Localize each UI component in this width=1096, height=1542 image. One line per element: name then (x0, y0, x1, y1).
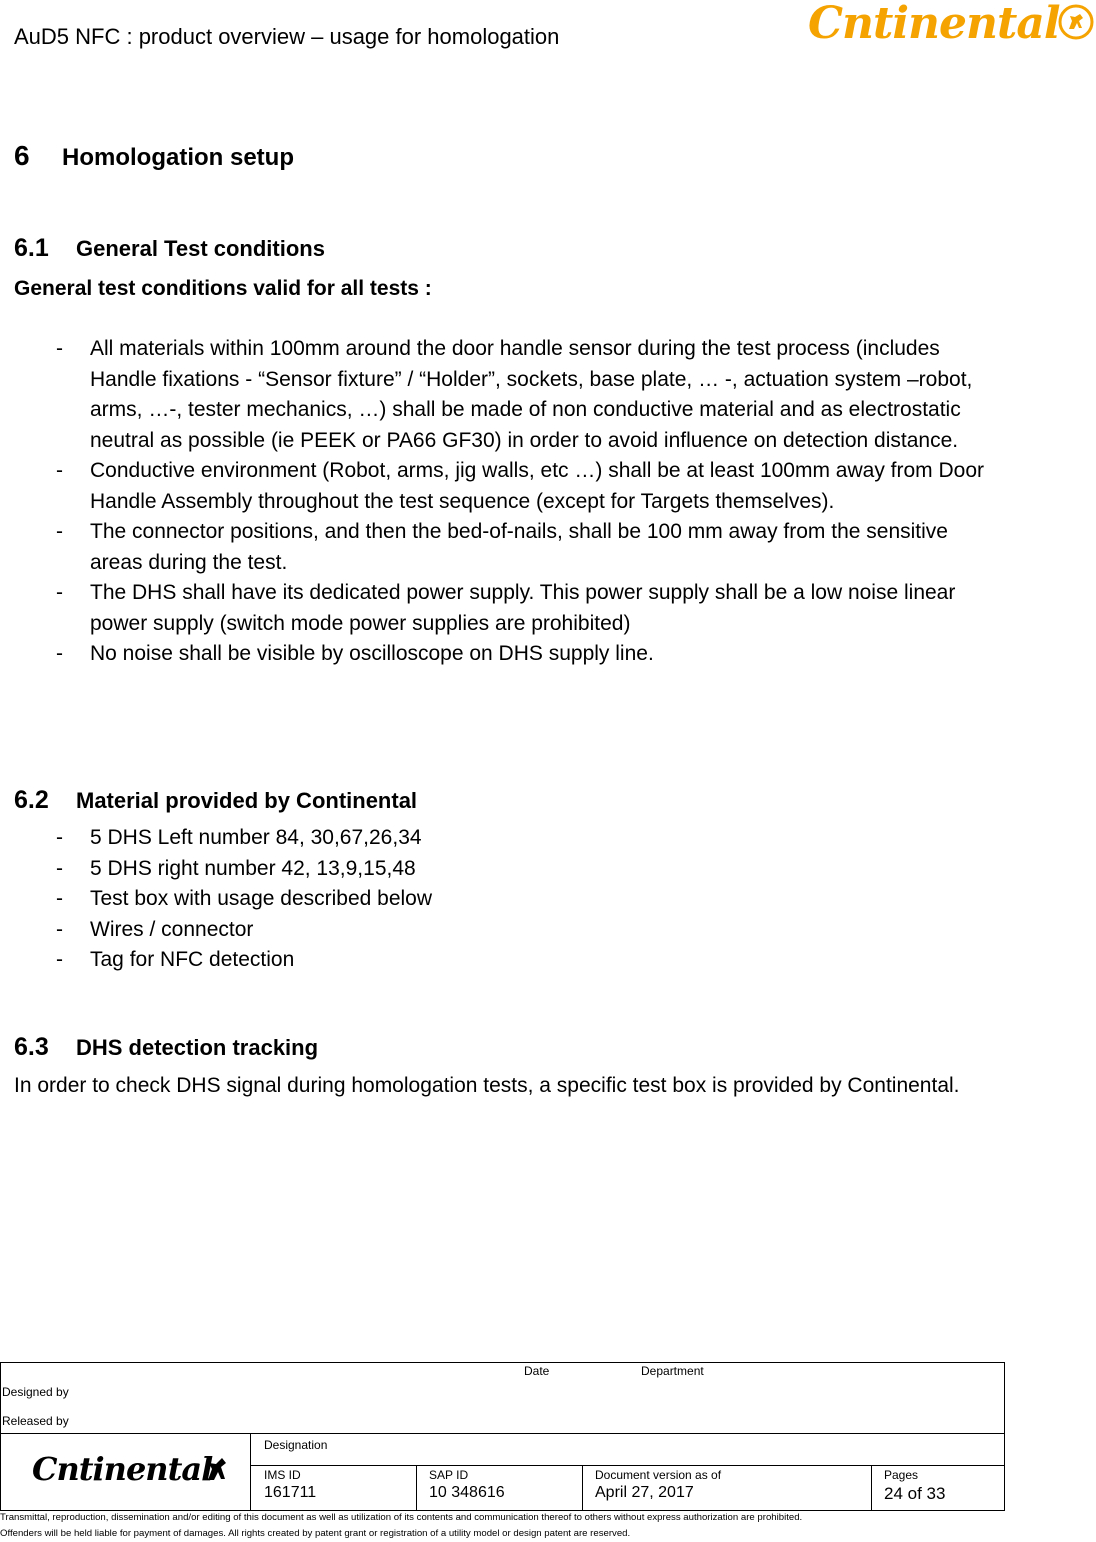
list-item: - No noise shall be visible by oscilloscope on DHS supply line. (56, 642, 654, 665)
document-version-value: April 27, 2017 (595, 1484, 694, 1501)
general-conditions-list (0, 334, 1000, 670)
sap-id-value: 10 348616 (429, 1484, 505, 1501)
sap-id-label: SAP ID (429, 1468, 469, 1482)
horse-emblem-icon (203, 1454, 233, 1484)
list-item: - 5 DHS right number 42, 13,9,15,48 (56, 856, 416, 880)
released-by-label: Released by (2, 1414, 69, 1428)
section-6-2-heading (14, 786, 417, 815)
designed-by-label: Designed by (2, 1385, 69, 1399)
legal-notice (0, 1510, 1096, 1542)
list-item: - Test box with usage described below (56, 887, 433, 910)
list-item: - Conductive environment (Robot, arms, jig walls, etc …) shall be at least 100mm away from Door Handle Assembly throughout the test sequence (except for Targets themselves). (56, 459, 985, 513)
ims-id-label: IMS ID (264, 1468, 301, 1482)
list-item: - Wires / connector (56, 917, 254, 941)
logo-initial: C (32, 1450, 57, 1488)
footer-divider (871, 1465, 872, 1511)
logo-initial: C (808, 0, 843, 49)
detection-tracking-paragraph: In order to check DHS signal during homologation tests, a specific test box is provided by Continental. (14, 1074, 960, 1097)
section-number: 6 (14, 140, 30, 171)
footer-continental-logo (32, 1450, 212, 1488)
list-item: - Tag for NFC detection (56, 948, 295, 971)
footer-divider (416, 1465, 417, 1511)
section-number: 6.1 (14, 234, 49, 262)
list-item: - The DHS shall have its dedicated power supply. This power supply shall be a low noise linear power supply (switch mode power supplies are prohibited) (56, 581, 956, 635)
list-item: - 5 DHS Left number 84, 30,67,26,34 (56, 826, 422, 849)
date-label: Date (524, 1364, 550, 1378)
section-6-3-heading (14, 1033, 318, 1062)
document-version-label: Document version as of (595, 1468, 722, 1482)
material-list (0, 823, 1000, 976)
list-item: - All materials within 100mm around the door handle sensor during the test process (includes Handle fixations - “Sensor fixture” / “Holder”, sockets, base plate, … -, actuation system –robot, arms, …-, tester mechanics, …) shall be made of non conductive material and as electrostatic neutral as possible (ie PEEK or PA66 GF30) in order to avoid influence on detection distance. (56, 337, 973, 452)
designation-label: Designation (264, 1438, 328, 1452)
footer-divider (250, 1465, 1005, 1466)
continental-logo (808, 0, 1060, 48)
section-6-1-heading (14, 234, 325, 263)
pages-value: 24 of 33 (884, 1484, 946, 1503)
horse-emblem-icon (1058, 4, 1094, 40)
section-title: Homologation setup (62, 144, 294, 171)
list-item: - The connector positions, and then the bed-of-nails, shall be 100 mm away from the sensitive areas during the test. (56, 520, 948, 574)
pages-label: Pages (884, 1468, 919, 1482)
legal-line: Transmittal, reproduction, dissemination and/or editing of this document as well as utilization of its contents and communication thereof to others without express authorization are prohibited. (0, 1512, 803, 1523)
footer-divider (582, 1465, 583, 1511)
ims-id-value: 161711 (264, 1484, 317, 1501)
section-number: 6.2 (14, 786, 49, 814)
footer-divider (250, 1433, 251, 1511)
section-number: 6.3 (14, 1033, 49, 1061)
section-title: DHS detection tracking (76, 1035, 319, 1060)
section-title: Material provided by Continental (76, 788, 418, 813)
general-conditions-subheading: General test conditions valid for all tests : (14, 277, 432, 300)
footer-divider (0, 1433, 1005, 1434)
legal-line: Offenders will be held liable for payment of damages. All rights created by patent grant or registration of a utility model or design patent are reserved. (0, 1528, 631, 1539)
logo-text: ntinental (56, 1450, 213, 1488)
section-title: General Test conditions (76, 236, 325, 261)
document-header-title: AuD5 NFC : product overview – usage for homologation (14, 24, 560, 49)
logo-text: ntinental (842, 0, 1060, 49)
section-6-heading (14, 140, 294, 172)
department-label: Department (641, 1364, 704, 1378)
